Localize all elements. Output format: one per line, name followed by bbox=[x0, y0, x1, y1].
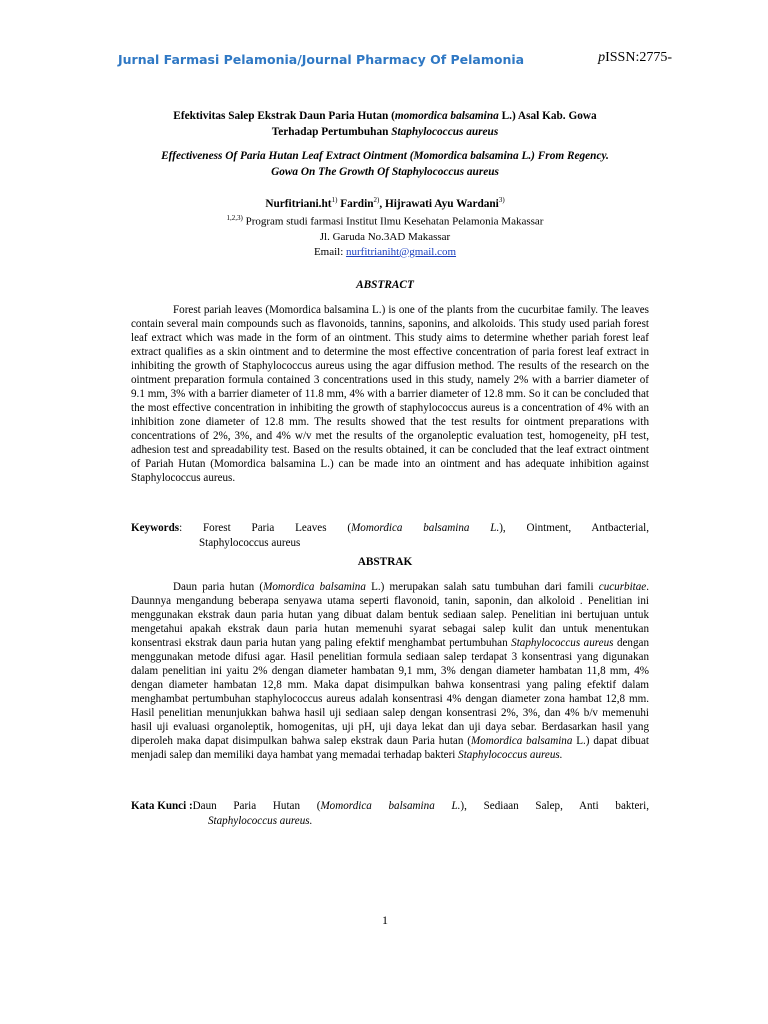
title-en-line1: Effectiveness Of Paria Hutan Leaf Extract Ointment (Momordica balsamina L.) From Regency. bbox=[161, 150, 609, 162]
page-number: 1 bbox=[382, 913, 388, 927]
title-english bbox=[100, 148, 670, 180]
abstrak-bacterium-2: Staphylococcus aureus. bbox=[458, 749, 563, 761]
address: Jl. Garuda No.3AD Makassar bbox=[319, 230, 451, 243]
abstrak-s2: L.) merupakan salah satu tumbuhan dari famili bbox=[365, 581, 599, 593]
affiliation: Program studi farmasi Institut Ilmu Kesehatan Pelamonia Makassar bbox=[242, 215, 544, 228]
title-en-line2: Gowa On The Growth Of Staphylococcus aureus bbox=[271, 166, 499, 178]
kata-kunci-line1-a: Daun Paria Hutan ( bbox=[192, 800, 321, 812]
keywords-label: Keywords bbox=[131, 522, 180, 534]
email-link[interactable]: nurfitrianiht@gmail.com bbox=[346, 245, 457, 258]
abstrak-s3: . Daunnya mengandung beberapa senyawa utama seperti flavonoid, tanin, saponin, dan alkoloid . Penelitian ini menggunakan ekstrak daun paria hutan yang dibuat dalam bentuk sediaan salep. Penelitian ini bertujuan untuk mengetahui apakah ekstrak daun paria hutan memenuhi syarat sebagai salep kulit dan untuk menentukan konsentrasi ekstrak daun paria hutan yang paling efektif menghambat pertumbuhan bbox=[131, 581, 649, 649]
keywords-line2: Staphylococcus aureus bbox=[199, 537, 301, 549]
kata-kunci-line1 bbox=[193, 799, 649, 814]
keywords-species: Momordica balsamina L. bbox=[351, 522, 500, 534]
abstrak-heading: ABSTRAK bbox=[357, 556, 413, 568]
author-1: Nurfitriani.ht bbox=[265, 197, 332, 210]
title-id-line2: Terhadap Pertumbuhan bbox=[271, 126, 392, 138]
journal-name: Jurnal Farmasi Pelamonia/Journal Pharmacy Of Pelamonia bbox=[118, 52, 525, 67]
kata-kunci-species: Momordica balsamina L. bbox=[320, 800, 461, 812]
abstrak-family: cucurbitae bbox=[598, 581, 647, 593]
affiliation-block bbox=[100, 211, 670, 260]
author-1-sup: 1) bbox=[331, 196, 338, 204]
abstract-indonesian-text bbox=[131, 580, 649, 762]
keywords-line1 bbox=[179, 521, 649, 536]
author-2-sup: 2) bbox=[373, 196, 380, 204]
issn-number: ISSN:2775- bbox=[605, 50, 672, 65]
issn bbox=[598, 50, 672, 66]
abstrak-s5: L.) dapat dibuat menjadi salep dan memiliki daya hambat yang memadai terhadap bakteri bbox=[131, 735, 649, 761]
keywords-english bbox=[131, 521, 649, 551]
title-id-part2: L.) Asal Kab. Gowa bbox=[498, 110, 597, 122]
abstrak-s1: Daun paria hutan ( bbox=[173, 581, 264, 593]
title-id-species: momordica balsamina bbox=[394, 110, 499, 122]
author-3: , Hijrawati Ayu Wardani bbox=[379, 197, 499, 210]
kata-kunci-line1-b: ), Sediaan Salep, Anti bakteri, bbox=[460, 800, 649, 812]
keywords-indonesian bbox=[131, 799, 649, 829]
abstract-heading: ABSTRACT bbox=[356, 279, 414, 291]
title-indonesian bbox=[100, 108, 670, 140]
kata-kunci-line2: Staphylococcus aureus. bbox=[208, 815, 313, 827]
keywords-line1-b: ), Ointment, Antbacterial, bbox=[499, 522, 649, 534]
abstract-english-text: Forest pariah leaves (Momordica balsamina L.) is one of the plants from the cucurbitae family. The leaves contain several main compounds such as flavonoids, tannins, saponins, and alkoloids. This study used pariah forest leaf extract which was made in the form of an ointment. This study aims to determine whether pariah forest leaf extract qualifies as a skin ointment and to determine the most effective concentration of paria forest leaf extract in inhibiting the growth of Staphylococcus aureus using the agar diffusion method. The results of the research on the ointment preparation formula contained 3 concentrations used in this study, namely 2% with a barrier diameter of 9.1 mm, 3% with a barrier diameter of 11.8 mm, 4% with a barrier diameter of 12.8 mm. So it can be concluded that the most effective concentration in inhibiting the growth of staphylococcus aureus is a concentration of 4% with an inhibition zone diameter of 12.8 mm. The results showed that the test results for ointment preparations with concentrations of 2%, 3%, and 4% w/v met the results of the organoleptic evaluation test, homogeneity, pH test, adhesion test and spreadability test. Based on the results obtained, it can be concluded that the leaf extract ointment of Pariah Hutan (Momordica balsamina L.) can be made into an ointment and has adequate inhibition against Staphylococcus aureus. bbox=[131, 304, 649, 484]
abstrak-species-2: Momordica balsamina bbox=[470, 735, 573, 747]
issn-prefix: p bbox=[598, 50, 606, 65]
email-label: Email: bbox=[313, 245, 347, 258]
abstrak-s4: dengan menggunakan metode difusi agar. Hasil penelitian formula sediaan salep terdapat 3 konsentrasi yang digunakan dalam penelitian ini yaitu 2% dengan diameter hambatan 9,1 mm, 3% dengan diameter hambatan 11,8 mm, 4% dengan diameter hambatan 12,8 mm. Maka dapat disimpulkan bahwa konsentrasi yang paling efektif dalam menghambat pertumbuhan staphylococcus aureus adalah konsentrasi 4% dengan diameter zona hambat 12,8 mm. Hasil penelitian menunjukkan bahwa hasil uji sediaan salep dengan konsentrasi 2%, 3%, dan 4% b/v memenuhi hasil uji evaluasi organoleptik, homogenitas, uji pH, uji daya lekat dan uji daya sebar. Berdasarkan hasil yang diperoleh maka dapat disimpulkan bahwa salep ekstrak daun Paria hutan ( bbox=[131, 637, 649, 747]
author-2: Fardin bbox=[337, 197, 374, 210]
kata-kunci-label: Kata Kunci : bbox=[131, 800, 193, 812]
title-id-bacterium: Staphylococcus aureus bbox=[391, 126, 499, 138]
author-3-sup: 3) bbox=[498, 196, 505, 204]
title-id-part1: Efektivitas Salep Ekstrak Daun Paria Hutan ( bbox=[173, 110, 395, 122]
abstrak-species-1: Momordica balsamina bbox=[263, 581, 366, 593]
abstrak-bacterium-1: Staphylococcus aureus bbox=[511, 637, 614, 649]
affiliation-sup: 1,2,3) bbox=[226, 214, 243, 222]
keywords-line1-a: : Forest Paria Leaves ( bbox=[179, 522, 352, 534]
author-list bbox=[100, 196, 670, 210]
